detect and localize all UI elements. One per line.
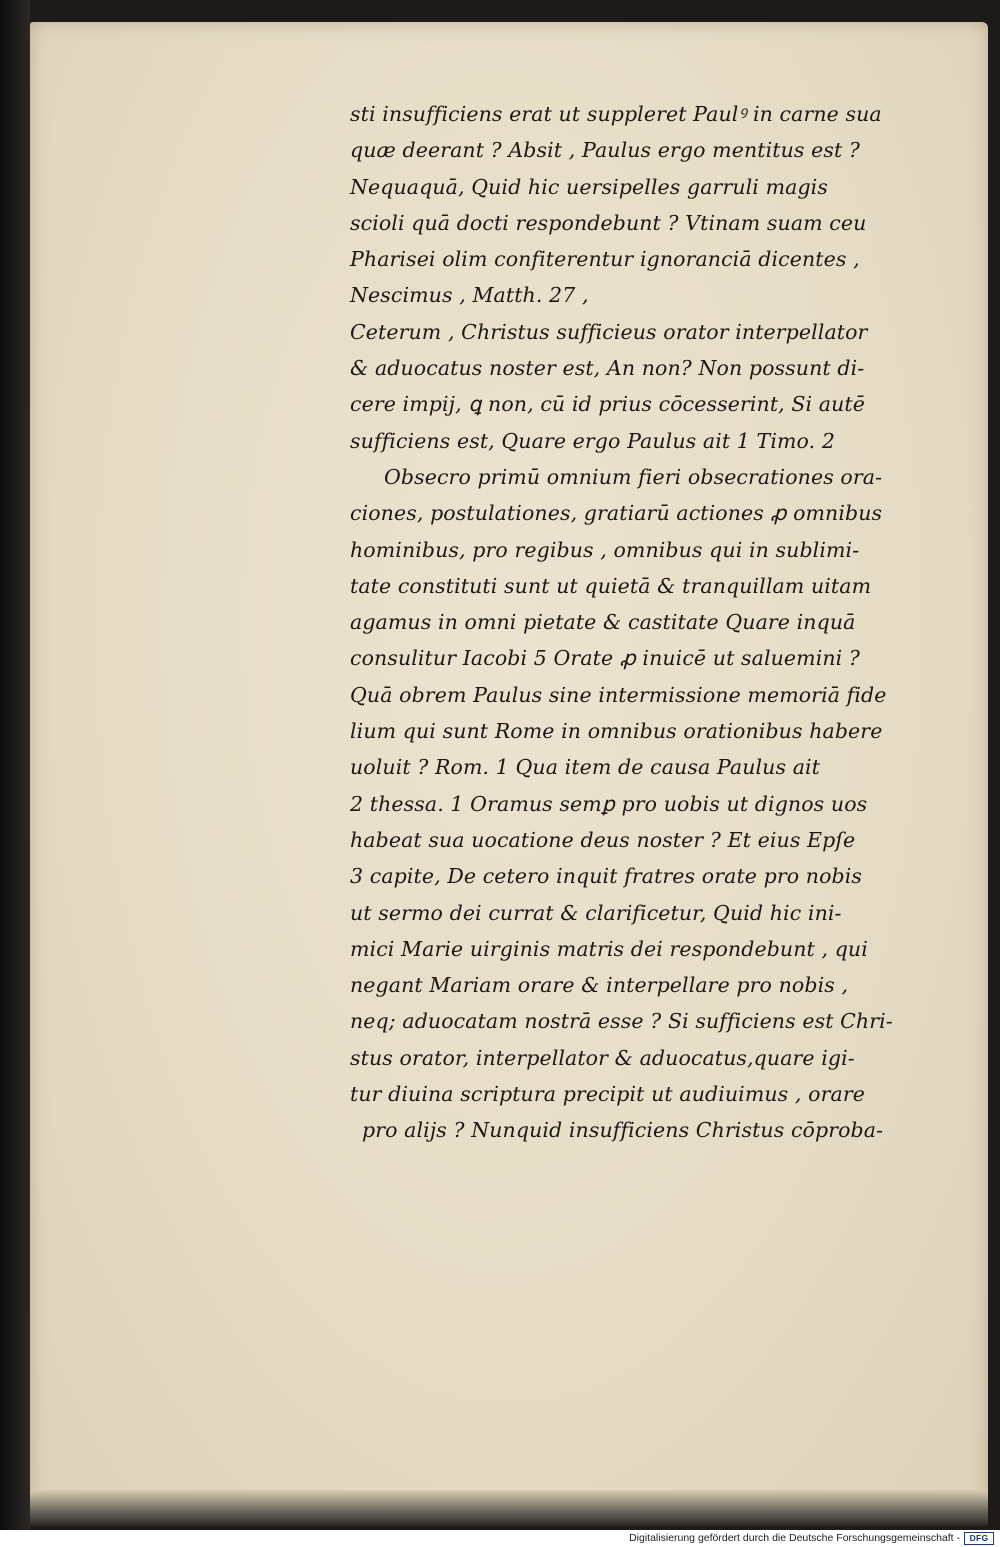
- text-line-20: 2 thessa. 1 Oramus semꝑ pro uobis ut dignos uos: [350, 791, 868, 816]
- text-line-10: sufficiens est, Quare ergo Paulus ait 1 Timo. 2: [350, 428, 835, 453]
- text-line-7: Ceterum , Christus sufficieus orator interpellator: [350, 319, 868, 344]
- text-line-8: & aduocatus noster est, An non? Non possunt di-: [350, 356, 865, 381]
- digitization-footer: [0, 1530, 1000, 1547]
- text-line-21: habeat sua uocatione deus noster ? Et eius Epſe: [350, 827, 856, 852]
- text-line-16: consulitur Iacobi 5 Orate ꝓ inuicē ut saluemini ?: [350, 646, 861, 671]
- text-line-13: hominibus, pro regibus , omnibus qui in sublimi-: [350, 537, 860, 562]
- text-line-9: cere impij, ꝗ non, cū id prius cōcesserint, Si autē: [350, 392, 865, 417]
- text-line-5: Pharisei olim confiterentur ignoranciā dicentes ,: [350, 247, 860, 272]
- text-line-3: Nequaquā, Quid hic uersipelles garruli magis: [350, 174, 828, 199]
- text-line-28: tur diuina scriptura precipit ut audiuimus , orare: [350, 1082, 865, 1107]
- text-line-17: Quā obrem Paulus sine intermissione memoriā fide: [350, 682, 887, 707]
- dfg-logo-icon[interactable]: DFG: [964, 1532, 994, 1545]
- text-line-19: uoluit ? Rom. 1 Qua item de causa Paulus ait: [350, 755, 821, 780]
- text-line-29: pro alijs ? Nunquid insufficiens Christus cōproba-: [362, 1118, 884, 1143]
- text-line-1: sti insufficiens erat ut suppleret Paulꝰ in carne sua: [350, 102, 882, 126]
- text-line-12: ciones, postulationes, gratiarū actiones ꝓ omnibus: [350, 501, 883, 526]
- text-line-2: quæ deerant ? Absit , Paulus ergo mentitus est ?: [350, 138, 861, 163]
- text-line-6: Nescimus , Matth. 27 ,: [350, 283, 589, 308]
- text-line-25: negant Mariam orare & interpellare pro nobis ,: [350, 973, 849, 998]
- text-line-26: neq; aduocatam nostrā esse ? Si sufficiens est Chri-: [350, 1009, 893, 1034]
- page-bottom-edge: [30, 1490, 988, 1526]
- page-text-block: [350, 96, 950, 1149]
- text-line-18: lium qui sunt Rome in omnibus orationibus habere: [350, 719, 883, 744]
- text-line-27: stus orator, interpellator & aduocatus,quare igi-: [350, 1045, 855, 1070]
- text-line-24: mici Marie uirginis matris dei respondebunt , qui: [350, 936, 868, 961]
- text-line-15: agamus in omni pietate & castitate Quare inquā: [350, 610, 856, 635]
- text-line-11: Obsecro primū omnium fieri obsecrationes ora-: [384, 464, 883, 489]
- funding-credit: Digitalisierung gefördert durch die Deutsche Forschungsgemeinschaft -: [629, 1532, 960, 1544]
- text-line-14: tate constituti sunt ut quietā & tranquillam uitam: [350, 573, 872, 598]
- text-line-22: 3 capite, De cetero inquit fratres orate pro nobis: [350, 864, 863, 889]
- text-line-23: ut sermo dei currat & clarificetur, Quid hic ini-: [350, 900, 842, 925]
- book-gutter: [0, 0, 30, 1530]
- text-line-4: scioli quā docti respondebunt ? Vtinam suam ceu: [350, 210, 867, 235]
